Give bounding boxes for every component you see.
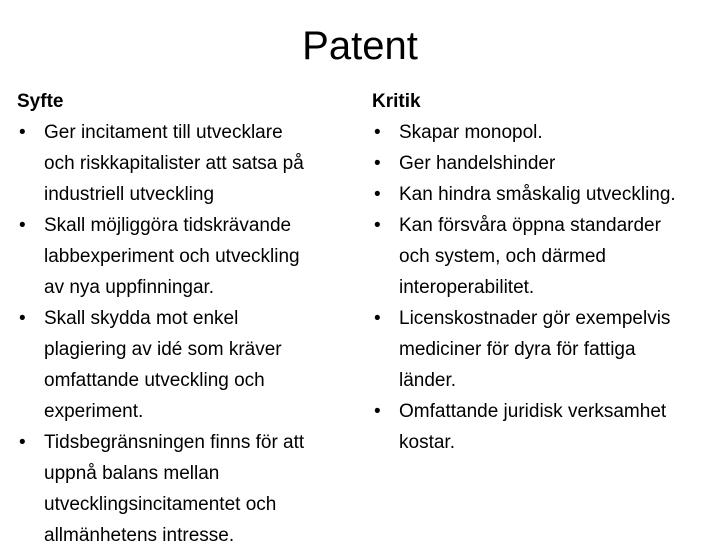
list-item-text: labbexperiment och utveckling	[44, 246, 300, 267]
list-item-text: Licenskostnader gör exempelvis	[399, 308, 671, 329]
list-item-text: industriell utveckling	[44, 184, 215, 205]
list-item-text: Skapar monopol.	[399, 122, 543, 143]
syfte-column	[17, 86, 357, 551]
list-item-text: experiment.	[44, 401, 144, 422]
list-item-text: Skall skydda mot enkel	[44, 308, 239, 329]
syfte-list	[17, 117, 357, 551]
list-item-text: Kan försvåra öppna standarder	[399, 215, 661, 236]
bullet-icon: •	[374, 153, 381, 174]
list-item-text: Ger incitament till utvecklare	[44, 122, 283, 143]
list-item	[372, 210, 720, 303]
list-item	[372, 303, 720, 396]
bullet-icon: •	[19, 432, 26, 453]
list-item-text: uppnå balans mellan	[44, 463, 220, 484]
list-item-text: Skall möjliggöra tidskrävande	[44, 215, 292, 236]
list-item-text: interoperabilitet.	[399, 277, 535, 298]
list-item	[17, 117, 357, 210]
list-item	[372, 148, 720, 179]
syfte-heading: Syfte	[17, 91, 64, 112]
list-item-text: utvecklingsincitamentet och	[44, 494, 277, 515]
list-item	[372, 117, 720, 148]
bullet-icon: •	[19, 215, 26, 236]
list-item	[17, 210, 357, 303]
list-item-text: länder.	[399, 370, 457, 391]
list-item	[17, 303, 357, 427]
list-item-text: av nya uppfinningar.	[44, 277, 215, 298]
kritik-list	[372, 117, 720, 458]
list-item	[372, 179, 720, 210]
list-item	[372, 396, 720, 458]
kritik-column	[372, 86, 720, 458]
list-item-text: Omfattande juridisk verksamhet	[399, 401, 667, 422]
slide-title: Patent	[302, 24, 418, 68]
list-item	[17, 427, 357, 551]
list-item-text: Tidsbegränsningen finns för att	[44, 432, 305, 453]
list-item-text: mediciner för dyra för fattiga	[399, 339, 636, 360]
list-item-text: allmänhetens intresse.	[44, 525, 235, 546]
bullet-icon: •	[374, 184, 381, 205]
list-item-text: omfattande utveckling och	[44, 370, 265, 391]
list-item-text: Kan hindra småskalig utveckling.	[399, 184, 676, 205]
list-item-text: och system, och därmed	[399, 246, 606, 267]
bullet-icon: •	[19, 122, 26, 143]
list-item-text: kostar.	[399, 432, 455, 453]
list-item-text: Ger handelshinder	[399, 153, 556, 174]
bullet-icon: •	[374, 308, 381, 329]
bullet-icon: •	[374, 215, 381, 236]
list-item-text: plagiering av idé som kräver	[44, 339, 282, 360]
bullet-icon: •	[19, 308, 26, 329]
list-item-text: och riskkapitalister att satsa på	[44, 153, 304, 174]
kritik-heading: Kritik	[372, 91, 421, 112]
bullet-icon: •	[374, 401, 381, 422]
bullet-icon: •	[374, 122, 381, 143]
